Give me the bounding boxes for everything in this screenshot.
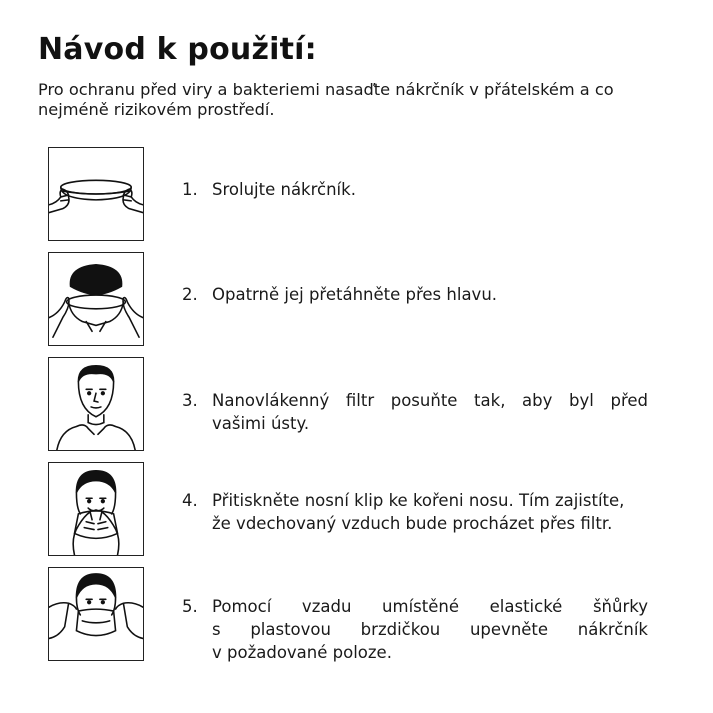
step-line: že vdechovaný vzduch bude procházet přes filtr.	[212, 514, 613, 533]
tighten-cord-icon	[48, 567, 144, 661]
step-line: Nanovlákenný filtr posuňte tak, aby byl před	[212, 391, 648, 410]
step-number: 1.	[182, 180, 198, 199]
pull-over-head-icon	[48, 252, 144, 346]
step-line: vašimi ústy.	[212, 414, 310, 433]
step-3	[182, 389, 648, 435]
step-1	[182, 178, 648, 201]
rolling-snood-icon	[48, 147, 144, 241]
step-number: 5.	[182, 597, 198, 616]
step-line: s plastovou brzdičkou upevněte nákrčník	[212, 620, 648, 639]
step-5	[182, 595, 648, 664]
step-number: 3.	[182, 391, 198, 410]
step-line: Přitiskněte nosní klip ke kořeni nosu. Tím zajistíte,	[212, 491, 625, 510]
step-4	[182, 489, 648, 535]
step-line: Pomocí vzadu umístěné elastické šňůrky	[212, 597, 648, 616]
step-line: Srolujte nákrčník.	[212, 180, 356, 199]
step-line: Opatrně jej přetáhněte přes hlavu.	[212, 285, 498, 304]
adjust-filter-icon	[48, 357, 144, 451]
step-line: v požadované poloze.	[212, 643, 392, 662]
press-nose-clip-icon	[48, 462, 144, 556]
step-2	[182, 283, 648, 306]
intro-text: Pro ochranu před viry a bakteriemi nasaďte nákrčník v přátelském a co nejméně rizikovém prostředí.	[38, 80, 614, 119]
step-number: 2.	[182, 285, 198, 304]
step-number: 4.	[182, 491, 198, 510]
page-title: Návod k použití:	[38, 32, 317, 67]
